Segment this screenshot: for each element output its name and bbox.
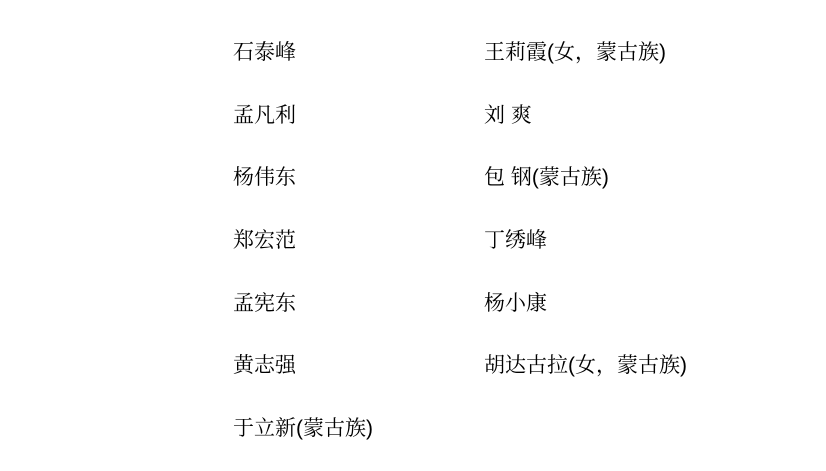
person-name: 包 钢(蒙古族) xyxy=(484,166,609,190)
person-name: 胡达古拉(女，蒙古族) xyxy=(484,354,687,378)
person-name: 丁绣峰 xyxy=(484,228,547,252)
person-name: 孟宪东 xyxy=(233,291,296,315)
person-name: 黄志强 xyxy=(233,354,296,378)
name-row xyxy=(233,105,687,168)
name-row xyxy=(233,293,687,356)
person-name: 于立新(蒙古族) xyxy=(233,416,373,440)
person-name: 王莉霞(女，蒙古族) xyxy=(484,41,666,64)
name-row xyxy=(233,355,687,418)
name-row xyxy=(233,230,687,293)
person-name: 郑宏范 xyxy=(233,228,296,252)
name-list xyxy=(233,42,687,471)
name-row xyxy=(233,42,687,105)
name-row xyxy=(233,418,687,471)
person-name: 石泰峰 xyxy=(233,41,296,64)
name-row xyxy=(233,167,687,230)
person-name: 杨小康 xyxy=(484,291,547,315)
person-name: 孟凡利 xyxy=(233,103,296,127)
person-name: 杨伟东 xyxy=(233,166,296,190)
person-name: 刘 爽 xyxy=(484,103,532,127)
